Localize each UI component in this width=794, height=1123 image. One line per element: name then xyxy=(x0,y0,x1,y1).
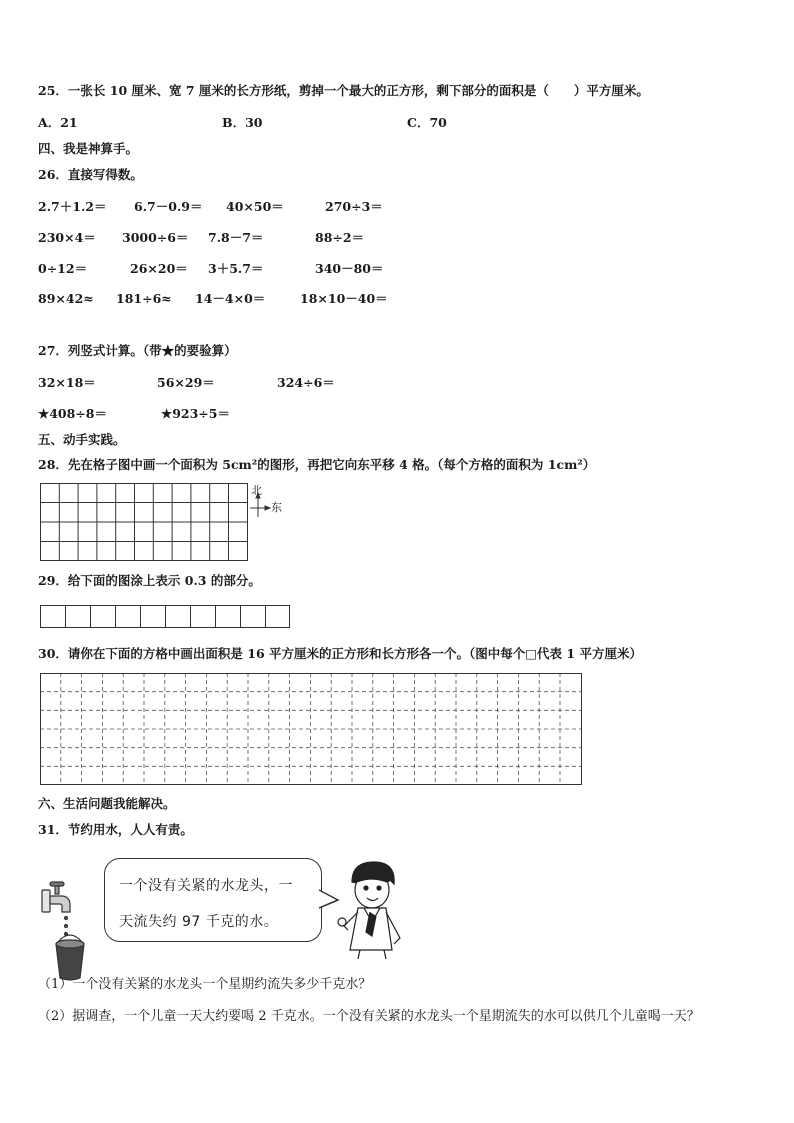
section-4-heading: 四、我是神算手。 xyxy=(38,141,139,156)
q26-item: 181÷6≈ xyxy=(116,291,172,306)
q26-item: 230×4＝ xyxy=(38,230,96,245)
q28-text: 28．先在格子图中画一个面积为 5cm²的图形，再把它向东平移 4 格。（每个方格的面积为 1cm²） xyxy=(38,457,596,472)
q25-option-b: B．30 xyxy=(222,115,263,130)
q25-stem: 25．一张长 10 厘米、宽 7 厘米的长方形纸，剪掉一个最大的正方形，剩下部分的面积是（ ）平方厘米。 xyxy=(38,83,649,98)
q29-strip[interactable] xyxy=(40,605,292,629)
q27-item: 324÷6＝ xyxy=(277,375,335,390)
bucket-icon xyxy=(56,935,84,980)
q31-title: 31．节约用水，人人有责。 xyxy=(38,822,193,837)
q25-option-c: C．70 xyxy=(407,115,447,130)
section-6-heading: 六、生活问题我能解决。 xyxy=(38,796,176,811)
q30-grid[interactable] xyxy=(40,673,584,788)
q26-item: 3000÷6＝ xyxy=(122,230,189,245)
q25-option-a: A．21 xyxy=(38,115,78,130)
q29-text: 29．给下面的图涂上表示 0.3 的部分。 xyxy=(38,573,261,588)
section-5-heading: 五、动手实践。 xyxy=(38,432,126,447)
q26-item: 3＋5.7＝ xyxy=(208,261,264,276)
bubble-line-1: 一个没有关紧的水龙头，一 xyxy=(119,878,293,894)
boy-icon xyxy=(330,860,410,960)
q27-item: ★923÷5＝ xyxy=(161,406,230,421)
q27-title: 27．列竖式计算。（带★的要验算） xyxy=(38,343,237,358)
q31-sub-2: （2）据调查，一个儿童一天大约要喝 2 千克水。一个没有关紧的水龙头一个星期流失的水可以供几个儿童喝一天？ xyxy=(38,1009,700,1024)
q26-item: 340－80＝ xyxy=(315,261,384,276)
compass-north-label: 北 xyxy=(251,484,262,497)
q26-item: 26×20＝ xyxy=(130,261,188,276)
q26-item: 18×10－40＝ xyxy=(300,291,388,306)
q26-item: 7.8－7＝ xyxy=(208,230,264,245)
speech-bubble xyxy=(104,858,322,942)
q27-item: 32×18＝ xyxy=(38,375,96,390)
q30-text: 30．请你在下面的方格中画出面积是 16 平方厘米的正方形和长方形各一个。（图中每个□代表 1 平方厘米） xyxy=(38,646,642,661)
q27-item: 56×29＝ xyxy=(157,375,215,390)
q26-item: 0÷12＝ xyxy=(38,261,88,276)
q26-item: 6.7－0.9＝ xyxy=(134,199,203,214)
q31-sub-1: （1）一个没有关紧的水龙头一个星期约流失多少千克水？ xyxy=(38,977,372,992)
q26-title: 26．直接写得数。 xyxy=(38,167,143,182)
q26-item: 40×50＝ xyxy=(226,199,284,214)
q26-item: 14－4×0＝ xyxy=(195,291,266,306)
q27-item: ★408÷8＝ xyxy=(38,406,107,421)
q26-item: 89×42≈ xyxy=(38,291,94,306)
bubble-line-2: 天流失约 97 千克的水。 xyxy=(119,914,279,930)
faucet-icon xyxy=(40,880,100,990)
q26-item: 270÷3＝ xyxy=(325,199,383,214)
q26-item: 88÷2＝ xyxy=(315,230,365,245)
compass-east-label: 东 xyxy=(271,501,282,514)
q26-item: 2.7＋1.2＝ xyxy=(38,199,107,214)
